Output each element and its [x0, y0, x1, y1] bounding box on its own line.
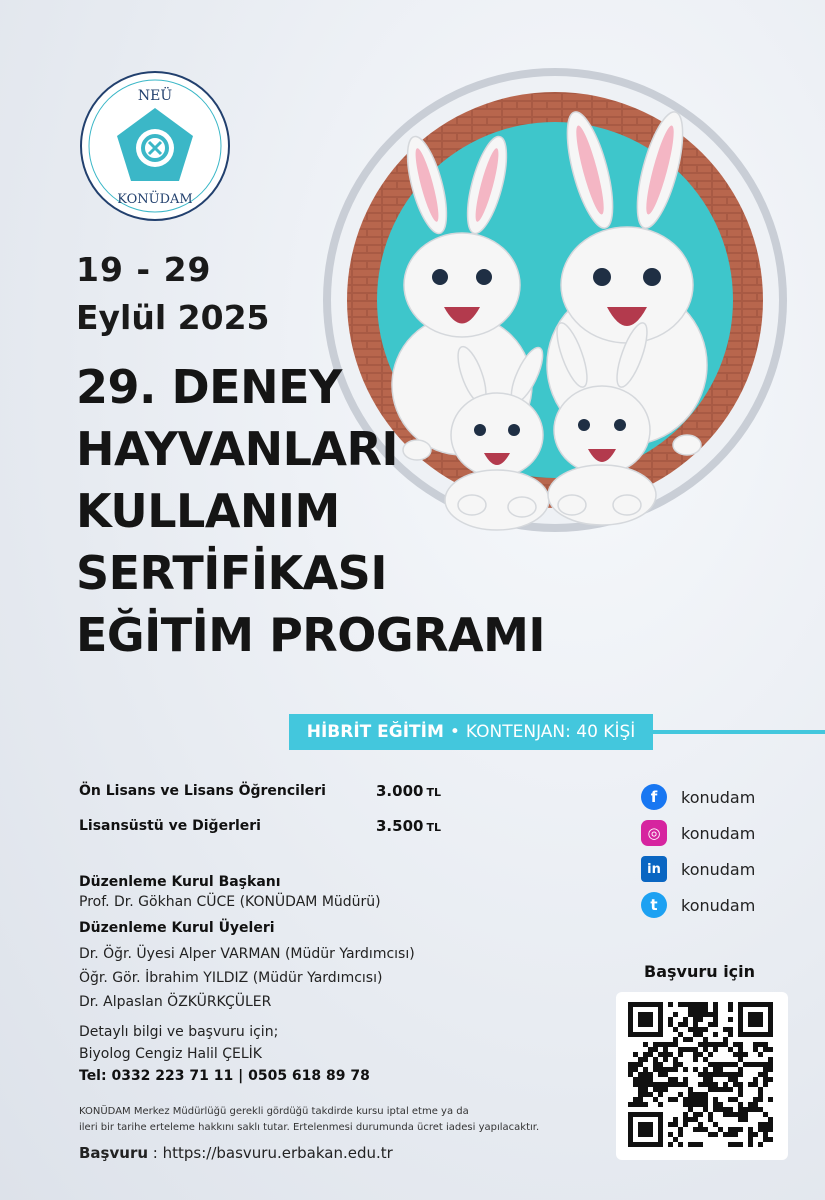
instagram-icon: ◎ — [641, 820, 667, 846]
title-line: SERTİFİKASI — [76, 546, 387, 600]
contact-phone: Tel: 0332 223 71 11 | 0505 618 89 78 — [79, 1068, 370, 1084]
fee-unit: TL — [426, 786, 441, 799]
date-month-year: Eylül 2025 — [76, 298, 270, 337]
title-line: HAYVANLARI — [76, 422, 399, 476]
social-handle: konudam — [681, 895, 756, 915]
fee-unit: TL — [426, 821, 441, 834]
training-banner — [289, 714, 653, 750]
committee-member: Dr. Alpaslan ÖZKÜRKÇÜLER — [79, 994, 272, 1010]
committee-members-heading: Düzenleme Kurul Üyeleri — [79, 920, 275, 936]
banner-hybrid-label: HİBRİT EĞİTİM — [306, 722, 444, 742]
title-line: KULLANIM — [76, 484, 340, 538]
fee-value-undergrad — [376, 782, 441, 800]
qr-heading: Başvuru için — [644, 962, 756, 981]
social-instagram[interactable] — [641, 819, 781, 847]
committee-chair-heading: Düzenleme Kurul Başkanı — [79, 874, 281, 890]
application-line — [79, 1144, 393, 1162]
konudam-logo — [79, 70, 231, 222]
disclaimer-line: ileri bir tarihe erteleme hakkını saklı tutar. Ertelenmesi durumunda ücret iadesi yapılacaktır. — [79, 1122, 540, 1133]
qr-code-card[interactable] — [616, 992, 788, 1160]
contact-intro: Detaylı bilgi ve başvuru için; — [79, 1024, 279, 1040]
social-handle: konudam — [681, 787, 756, 807]
title-line: EĞİTİM PROGRAMI — [76, 608, 545, 662]
fee-value-graduate — [376, 817, 441, 835]
application-separator: : — [148, 1144, 163, 1162]
social-facebook[interactable] — [641, 783, 781, 811]
logo-top-text: NEÜ — [137, 88, 173, 104]
fee-amount: 3.500 — [376, 817, 424, 835]
social-linkedin[interactable] — [641, 855, 781, 883]
application-url[interactable]: https://basvuru.erbakan.edu.tr — [162, 1144, 393, 1162]
fee-label-undergrad: Ön Lisans ve Lisans Öğrencileri — [79, 783, 326, 799]
program-title — [76, 356, 636, 666]
facebook-icon: f — [641, 784, 667, 810]
twitter-icon: t — [641, 892, 667, 918]
linkedin-icon: in — [641, 856, 667, 882]
social-twitter[interactable] — [641, 891, 781, 919]
committee-chair: Prof. Dr. Gökhan CÜCE (KONÜDAM Müdürü) — [79, 894, 381, 910]
committee-member: Öğr. Gör. İbrahim YILDIZ (Müdür Yardımcısı) — [79, 970, 383, 986]
fee-label-graduate: Lisansüstü ve Diğerleri — [79, 818, 261, 834]
qr-code-image — [616, 992, 788, 1160]
fee-amount: 3.000 — [376, 782, 424, 800]
disclaimer-line: KONÜDAM Merkez Müdürlüğü gerekli gördüğü takdirde kursu iptal etme ya da — [79, 1106, 469, 1117]
social-handle: konudam — [681, 823, 756, 843]
banner-quota-label: KONTENJAN: 40 KİŞİ — [465, 722, 636, 742]
committee-member: Dr. Öğr. Üyesi Alper VARMAN (Müdür Yardımcısı) — [79, 946, 415, 962]
application-label: Başvuru — [79, 1144, 149, 1162]
logo-bottom-text: KONÜDAM — [117, 192, 193, 207]
banner-separator: • — [449, 722, 460, 742]
contact-person: Biyolog Cengiz Halil ÇELİK — [79, 1046, 262, 1062]
title-line: 29. DENEY — [76, 360, 342, 414]
social-handle: konudam — [681, 859, 756, 879]
date-range: 19 - 29 — [76, 250, 212, 289]
